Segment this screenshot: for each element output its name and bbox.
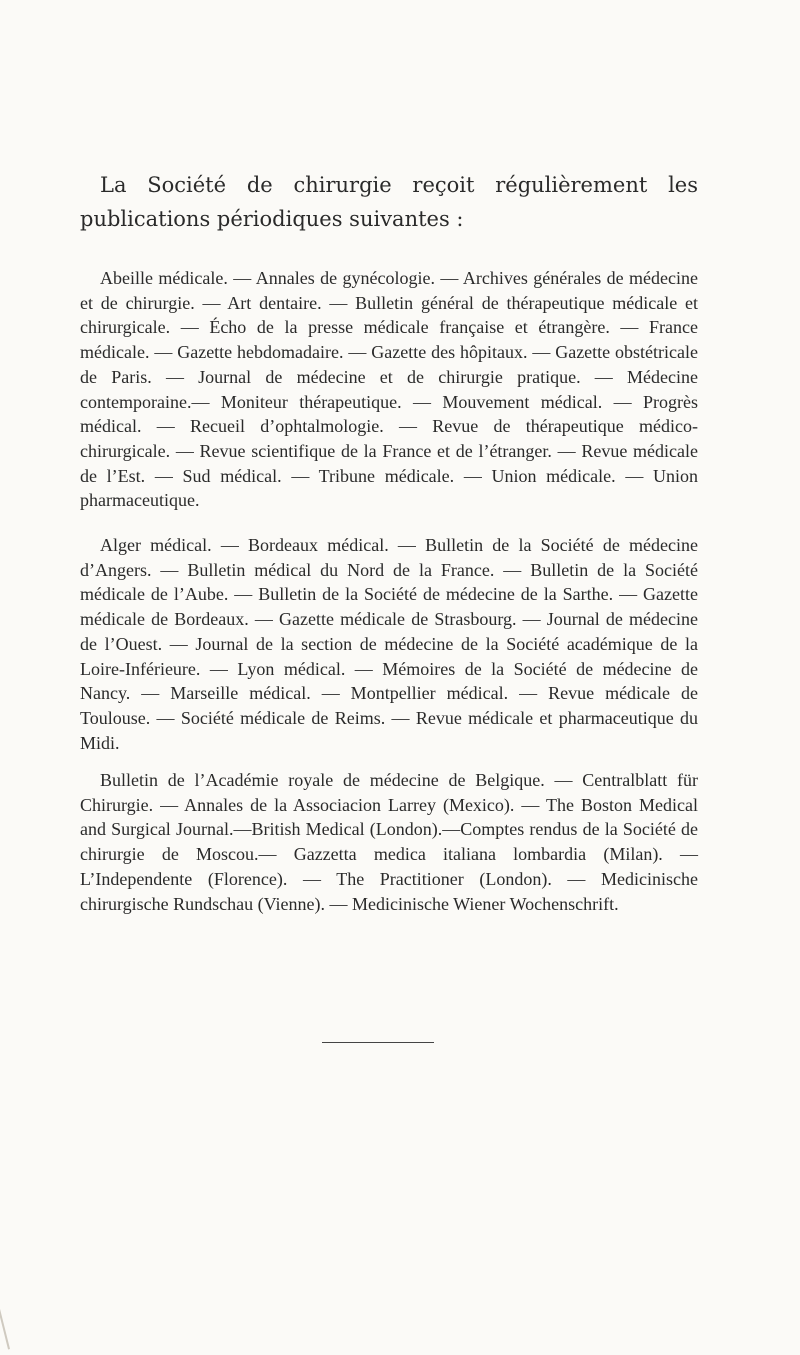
intro-paragraph: La Société de chirurgie reçoit régulièrement les publications périodiques suivantes : <box>80 173 698 231</box>
foreign-periodicals-paragraph: Bulletin de l’Académie royale de médecine de Belgique. — Centralblatt für Chirurgie. — Annales de la Associacion Larrey (Mexico). — The Boston Medical and Surgical Journal.—British Medical (London).—Comptes rendus de la Société de chirurgie de Moscou.— Gazzetta medica italiana lombardia (Milan). — L’Independente (Florence). — The Practitioner (London). — Medicinische chirurgische Rundschau (Vienne). — Medicinische Wiener Wochenschrift. <box>80 770 698 914</box>
regional-periodicals-paragraph: Alger médical. — Bordeaux médical. — Bulletin de la Société de médecine d’Angers. — Bulletin médical du Nord de la France. — Bulletin de la Société médicale de l’Aube. — Bulletin de la Société de médecine de la Sarthe. — Gazette médicale de Bordeaux. — Gazette médicale de Strasbourg. — Journal de médecine de l’Ouest. — Journal de la section de médecine de la Société académique de la Loire-Inférieure. — Lyon médical. — Mémoires de la Société de médecine de Nancy. — Marseille médical. — Montpellier médical. — Revue médicale de Toulouse. — Société médicale de Reims. — Revue médicale et pharmaceutique du Midi. <box>80 535 698 753</box>
page-edge-mark <box>0 1301 10 1350</box>
french-periodicals-paragraph: Abeille médicale. — Annales de gynécologie. — Archives générales de médecine et de chirurgie. — Art dentaire. — Bulletin général de thérapeutique médicale et chirurgicale. — Écho de la presse médicale française et étrangère. — France médicale. — Gazette hebdomadaire. — Gazette des hôpitaux. — Gazette obstétricale de Paris. — Journal de médecine et de chirurgie pratique. — Médecine contemporaine.— Moniteur thérapeutique. — Mouvement médical. — Progrès médical. — Recueil d’ophtalmologie. — Revue de thérapeutique médico-chirurgicale. — Revue scientifique de la France et de l’étranger. — Revue médicale de l’Est. — Sud médical. — Tribune médicale. — Union médicale. — Union pharmaceutique. <box>80 268 698 511</box>
closing-rule <box>322 1042 434 1043</box>
